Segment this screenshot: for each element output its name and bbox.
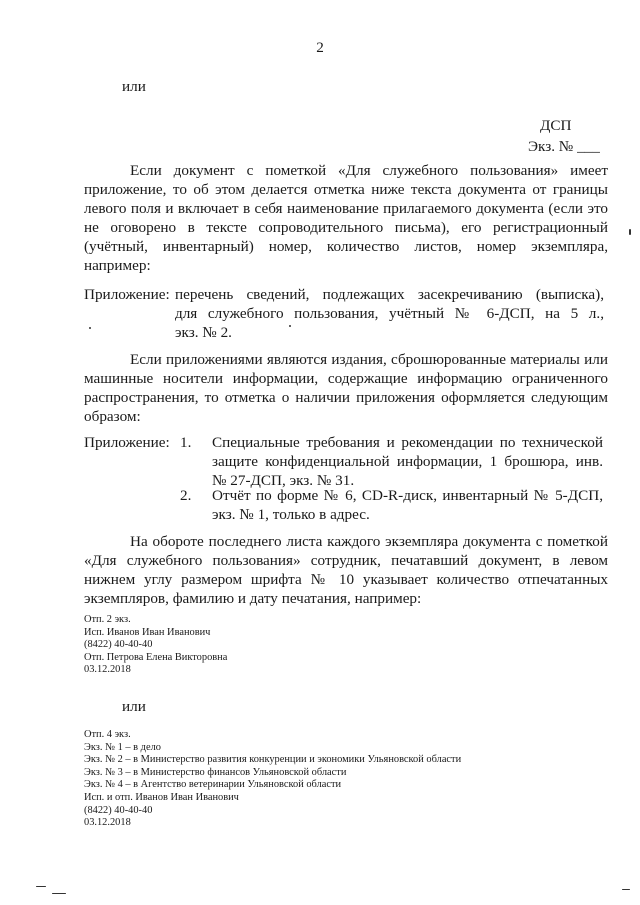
paragraph-line: например:: [84, 257, 151, 274]
paragraph-line: не оговорено в тексте сопроводительного письма), его регистрационный: [84, 219, 608, 236]
paragraph-line: машинные носители информации, содержащие информацию ограниченного: [84, 370, 608, 387]
paragraph-line: «Для служебного пользования» сотрудник, печатавший документ, в левом: [84, 552, 608, 569]
paragraph-line: Если документ с пометкой «Для служебного пользования» имеет: [130, 162, 608, 179]
paragraph-line: распространения, то отметка о наличии приложения оформляется следующим: [84, 389, 608, 406]
scan-speck: [629, 229, 631, 235]
scan-speck: [289, 325, 291, 327]
scan-speck: [52, 893, 66, 894]
print-mark-example-1: [84, 614, 227, 677]
attachment-line: перечень сведений, подлежащих засекречиванию (выписка),: [175, 286, 604, 303]
attachment-line: № 27-ДСП, экз. № 31.: [212, 472, 355, 489]
paragraph-line: На обороте последнего листа каждого экземпляра документа с пометкой: [130, 533, 608, 550]
print-mark-line: Отп. 4 экз.: [84, 729, 131, 740]
print-mark-line: 03.12.2018: [84, 664, 131, 676]
print-mark-line: Отп. Петрова Елена Викторовна: [84, 651, 228, 663]
print-mark-line: Экз. № 3 – в Министерство финансов Ульяновской области: [84, 766, 347, 778]
paragraph-media-attachments: [84, 350, 608, 426]
print-mark-line: Экз. № 1 – в дело: [84, 741, 161, 753]
attachment-line: для служебного пользования, учётный № 6-ДСП, на 5 л.,: [175, 305, 604, 322]
attachment-label: Приложение:: [84, 286, 170, 303]
paragraph-line: образом:: [84, 408, 141, 425]
paragraph-print-mark: [84, 532, 608, 608]
attachment-item-number: 1.: [180, 434, 192, 451]
or-label: или: [122, 78, 146, 95]
attachment-line: экз. № 1, только в адрес.: [212, 506, 370, 523]
or-label: или: [122, 698, 146, 715]
print-mark-line: Отп. 2 экз.: [84, 614, 131, 625]
page-number: 2: [316, 39, 324, 56]
scan-speck: [622, 889, 630, 890]
scan-speck: [89, 327, 91, 329]
print-mark-line: Экз. № 2 – в Министерство развития конкуренции и экономики Ульяновской области: [84, 754, 462, 766]
attachment-label: Приложение:: [84, 434, 170, 451]
attachment-line: Специальные требования и рекомендации по технической: [212, 434, 603, 451]
print-mark-line: Исп. и отп. Иванов Иван Иванович: [84, 791, 239, 803]
scan-speck: [36, 886, 46, 887]
paragraph-line: нижнем углу размером шрифта № 10 указывает количество отпечатанных: [84, 571, 608, 588]
print-mark-line: 03.12.2018: [84, 817, 131, 829]
print-mark-line: Экз. № 4 – в Агентство ветеринарии Ульяновской области: [84, 779, 342, 791]
attachment-line: Отчёт по форме № 6, CD-R-диск, инвентарный № 5-ДСП,: [212, 487, 603, 504]
attachment-line: экз. № 2.: [175, 324, 232, 341]
paragraph-line: Если приложениями являются издания, сброшюрованные материалы или: [130, 351, 608, 368]
attachment-item-number: 2.: [180, 487, 192, 504]
paragraph-line: экземпляров, фамилию и дату печатания, например:: [84, 590, 422, 607]
paragraph-attachment-rule: [84, 161, 608, 275]
paragraph-line: левого поля и включает в себя наименование прилагаемого документа (если это: [84, 200, 608, 217]
copy-number: Экз. № ___: [528, 138, 600, 155]
paragraph-line: (учётный, инвентарный) номер, количество листов, номер экземпляра,: [84, 238, 608, 255]
print-mark-line: Исп. Иванов Иван Иванович: [84, 626, 211, 638]
dsp-mark: ДСП: [540, 117, 572, 134]
attachment-example-2: [84, 433, 608, 523]
print-mark-example-2: [84, 729, 461, 830]
print-mark-line: (8422) 40-40-40: [84, 639, 153, 651]
paragraph-line: приложение, то об этом делается отметка ниже текста документа от границы: [84, 181, 608, 198]
print-mark-line: (8422) 40-40-40: [84, 804, 153, 816]
dsp-stamp: [528, 115, 600, 157]
attachment-line: защите конфиденциальной информации, 1 брошюра, инв.: [212, 453, 603, 470]
